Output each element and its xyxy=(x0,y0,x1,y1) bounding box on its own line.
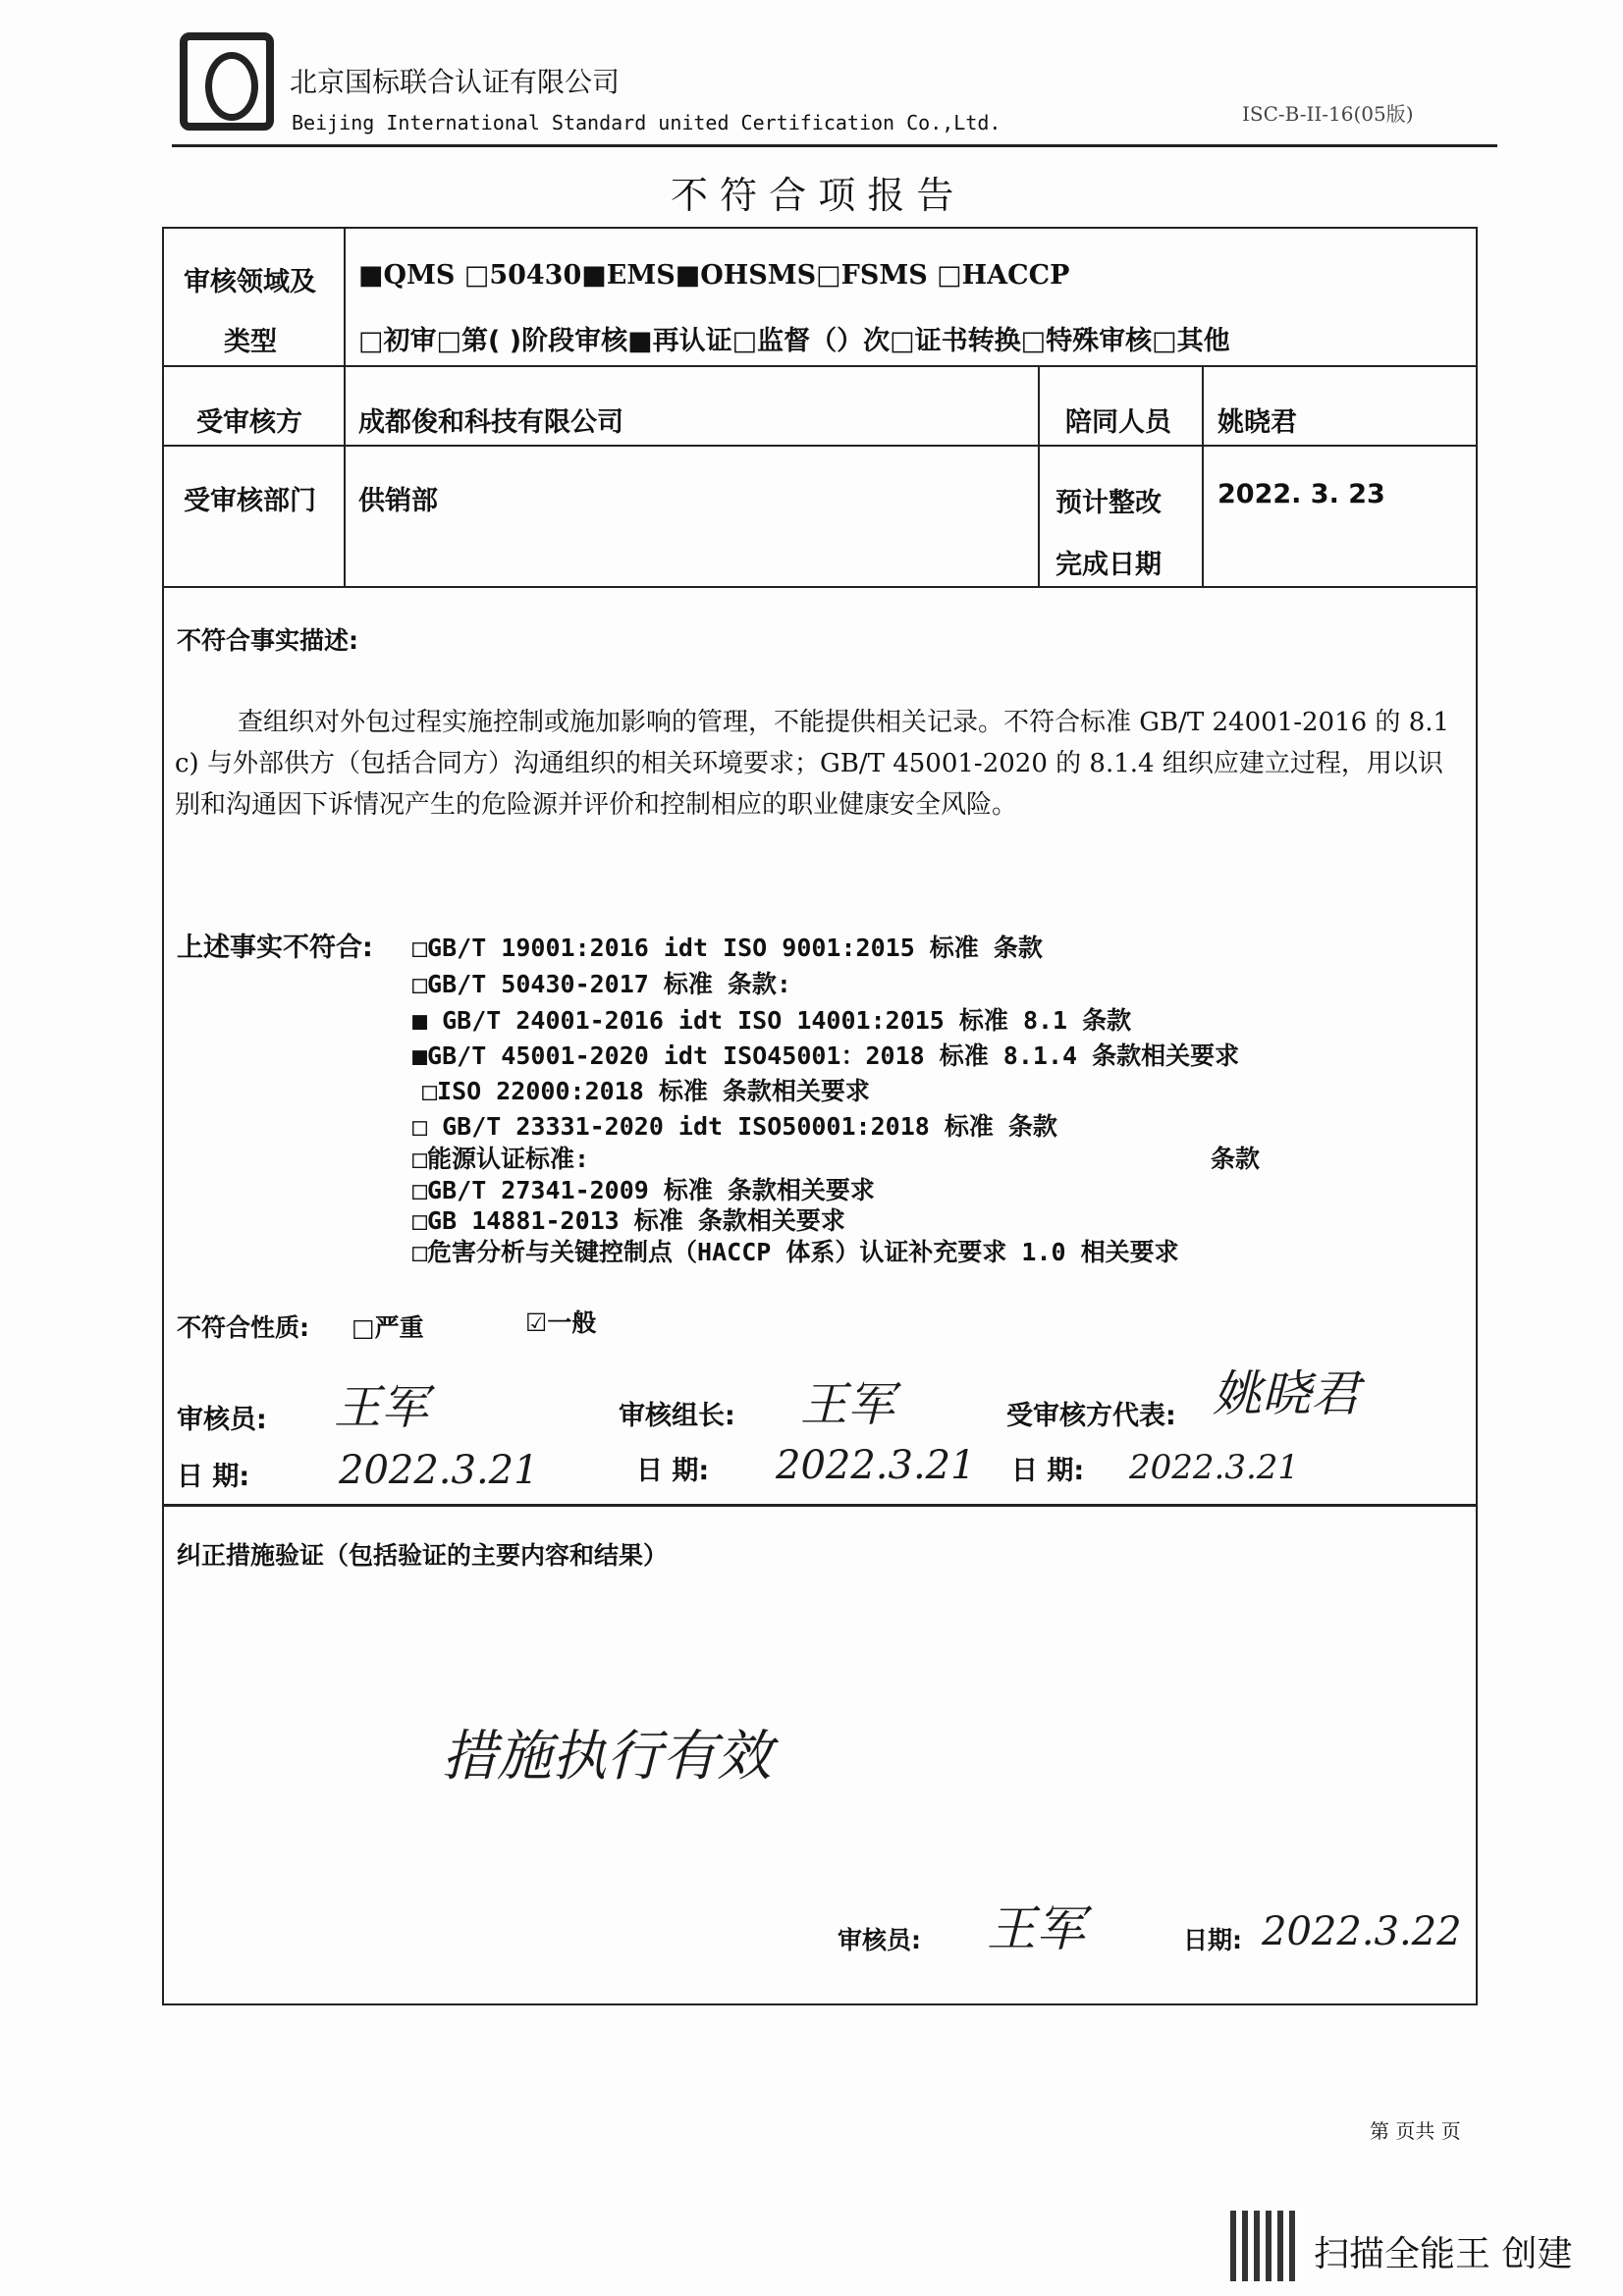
nature-severe: □严重 xyxy=(352,1313,424,1342)
scope-standards: ■QMS □50430■EMS■OHSMS□FSMS □HACCP xyxy=(358,260,1070,291)
standard-item: □GB/T 50430-2017 标准 条款: xyxy=(412,970,791,998)
scanner-watermark: 扫描全能王 创建 xyxy=(1314,2234,1573,2274)
standard-item: ■GB/T 45001-2020 idt ISO45001：2018 标准 8.1.4 条款相关要求 xyxy=(412,1041,1240,1070)
verify-date-label: 日期: xyxy=(1183,1926,1242,1954)
scope-label-2: 类型 xyxy=(224,327,277,357)
page-number: 第 页共 页 xyxy=(1370,2119,1461,2143)
escort-name: 姚晓君 xyxy=(1217,407,1297,438)
due-label: 预计整改 xyxy=(1055,488,1162,518)
energy-clause: 条款 xyxy=(1211,1145,1261,1173)
due-label-2: 完成日期 xyxy=(1055,550,1162,580)
verify-result: 措施执行有效 xyxy=(442,1725,772,1789)
leader-signature: 王军 xyxy=(800,1377,895,1432)
header-divider xyxy=(172,144,1497,147)
desc-label: 不符合事实描述: xyxy=(177,626,358,655)
standard-item: □GB/T 27341-2009 标准 条款相关要求 xyxy=(412,1176,875,1204)
rep-date: 2022.3.21 xyxy=(1129,1448,1300,1487)
verify-date: 2022.3.22 xyxy=(1262,1909,1462,1954)
dept-name: 供销部 xyxy=(358,486,438,516)
standard-item: □GB 14881-2013 标准 条款相关要求 xyxy=(412,1206,845,1235)
company-name-cn: 北京国标联合认证有限公司 xyxy=(290,66,621,98)
leader-label: 审核组长: xyxy=(619,1401,735,1431)
auditor-date-label: 日 期: xyxy=(177,1462,250,1492)
auditee-name: 成都俊和科技有限公司 xyxy=(358,407,623,438)
verify-label: 纠正措施验证（包括验证的主要内容和结果） xyxy=(177,1541,669,1570)
leader-date: 2022.3.21 xyxy=(776,1443,976,1488)
auditor-label: 审核员: xyxy=(177,1405,267,1435)
escort-label: 陪同人员 xyxy=(1065,407,1171,438)
standard-item: □ISO 22000:2018 标准 条款相关要求 xyxy=(422,1077,870,1105)
auditee-label: 受审核方 xyxy=(196,407,302,438)
standard-item: ■ GB/T 24001-2016 idt ISO 14001:2015 标准 8.1 条款 xyxy=(412,1006,1132,1035)
auditor-signature: 王军 xyxy=(334,1380,429,1435)
nature-label: 不符合性质: xyxy=(177,1313,309,1342)
verify-auditor-signature: 王军 xyxy=(987,1900,1085,1957)
company-name-en: Beijing International Standard united Certification Co.,Ltd. xyxy=(292,111,1001,134)
rep-label: 受审核方代表: xyxy=(1006,1401,1176,1431)
standard-item: □ GB/T 23331-2020 idt ISO50001:2018 标准 条款 xyxy=(412,1112,1057,1141)
standard-item: □危害分析与关键控制点（HACCP 体系）认证补充要求 1.0 相关要求 xyxy=(412,1238,1179,1266)
rep-date-label: 日 期: xyxy=(1011,1456,1085,1486)
std-label: 上述事实不符合: xyxy=(177,933,373,963)
nature-general: ☑一般 xyxy=(525,1308,597,1337)
standard-item: □GB/T 19001:2016 idt ISO 9001:2015 标准 条款 xyxy=(412,934,1043,962)
standard-item: □能源认证标准: xyxy=(412,1145,590,1173)
leader-date-label: 日 期: xyxy=(636,1456,710,1486)
qr-code-icon xyxy=(1230,2211,1301,2281)
dept-label: 受审核部门 xyxy=(184,486,316,516)
auditor-date: 2022.3.21 xyxy=(339,1448,539,1493)
company-logo-icon xyxy=(180,32,274,131)
nc-description: 查组织对外包过程实施控制或施加影响的管理，不能提供相关记录。不符合标准 GB/T 24001-2016 的 8.1 c) 与外部供方（包括合同方）沟通组织的相关环境要求；GB/T 45001-2020 的 8.1.4 组织应建立过程，用以识别和沟通因下诉情况产生的危险源并评价和控制相应的职业健康安全风险。 xyxy=(175,708,1450,820)
page-title: 不 符 合 项 报 告 xyxy=(671,174,954,217)
audit-type: □初审□第( )阶段审核■再认证□监督（）次□证书转换□特殊审核□其他 xyxy=(358,326,1230,356)
scope-label: 审核领域及 xyxy=(184,267,316,297)
form-code: ISC-B-II-16(05版) xyxy=(1242,102,1414,126)
rep-signature: 姚晓君 xyxy=(1213,1365,1360,1422)
verify-auditor-label: 审核员: xyxy=(838,1926,921,1954)
due-date: 2022. 3. 23 xyxy=(1217,479,1385,509)
